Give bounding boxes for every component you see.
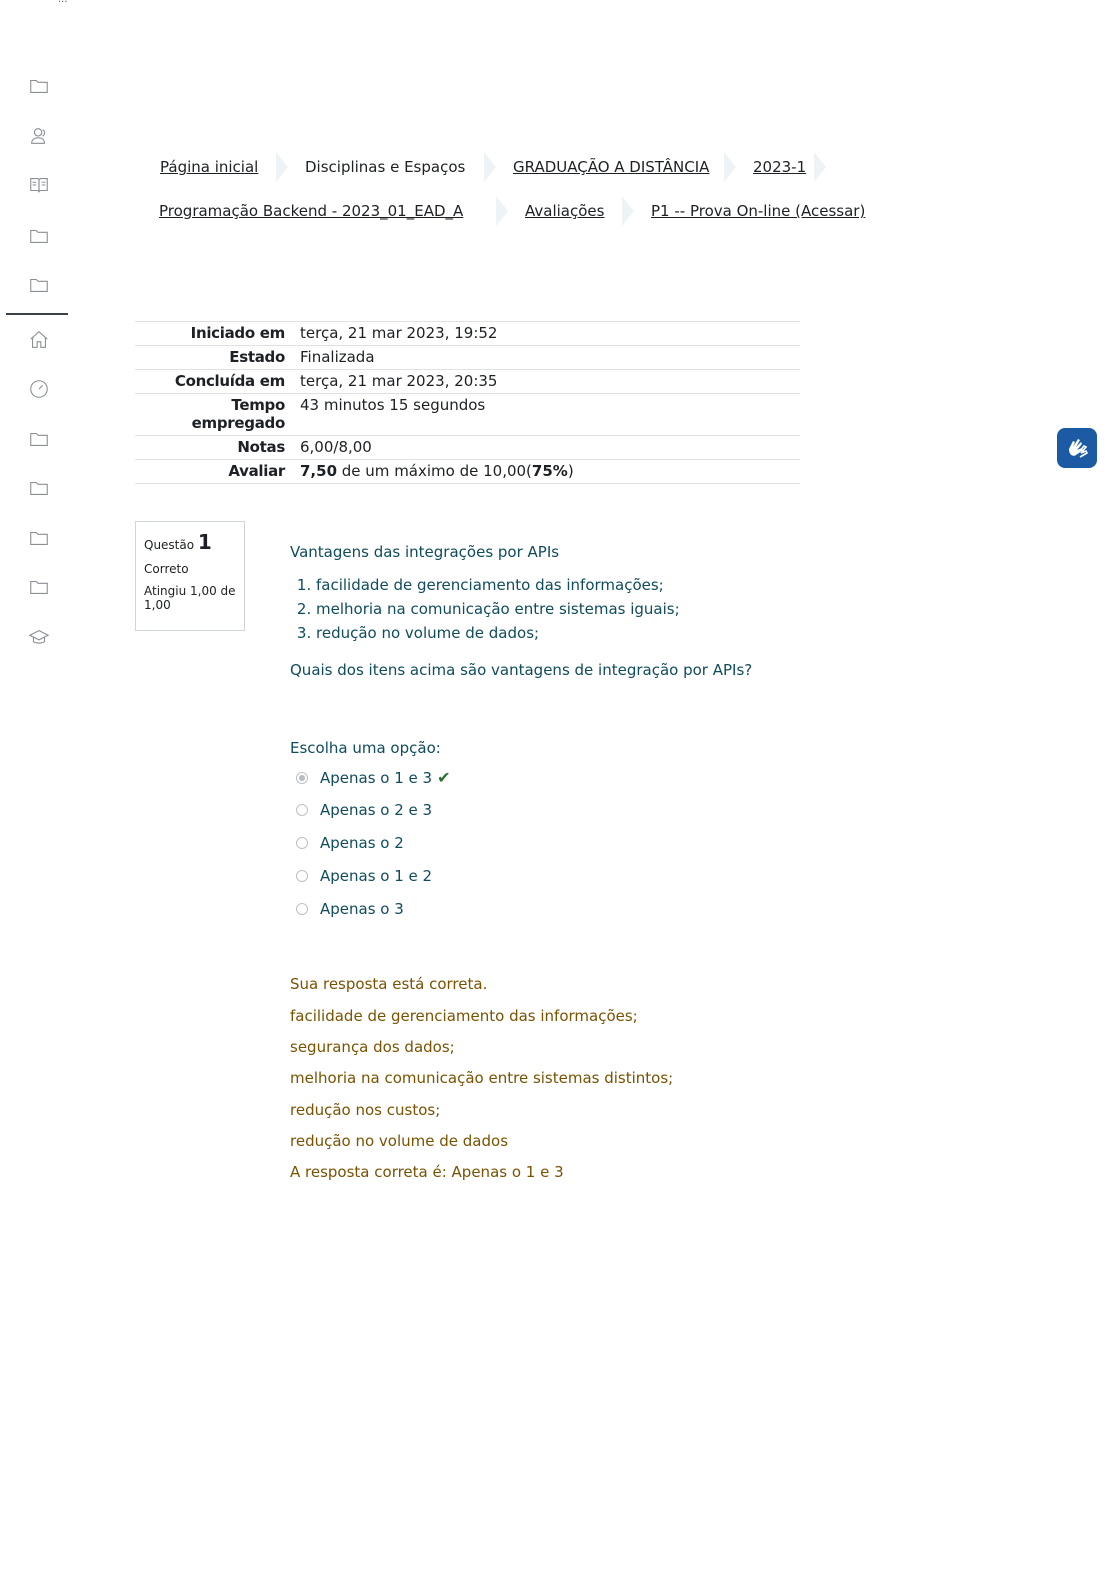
- question-items-list: [290, 573, 680, 645]
- question-status: Correto: [144, 562, 189, 576]
- sidebar-participants[interactable]: [26, 123, 52, 149]
- summary-row-completed: [135, 369, 800, 393]
- check-icon: ✔: [437, 768, 451, 787]
- sidebar-folder-1[interactable]: [26, 73, 52, 99]
- summary-label: Avaliar: [228, 462, 285, 480]
- folder-icon: [28, 477, 50, 499]
- answer-option-1[interactable]: [296, 768, 451, 787]
- breadcrumb-text: Disciplinas e Espaços: [305, 158, 466, 176]
- grade-close: ): [567, 462, 574, 480]
- summary-label: [135, 394, 285, 435]
- folder-icon: [28, 274, 50, 296]
- sidebar-grades[interactable]: [26, 172, 52, 198]
- question-label: Questão: [144, 538, 195, 552]
- answer-option-2[interactable]: [296, 801, 432, 819]
- grade-value: 7,50: [300, 462, 338, 480]
- graduation-cap-icon: [28, 627, 50, 649]
- grade-percent: 75%: [531, 462, 568, 480]
- grade-max: de um máximo de 10,00(: [337, 462, 532, 480]
- sidebar-divider: [6, 313, 68, 315]
- question-prompt: Quais dos itens acima são vantagens de integração por APIs?: [290, 661, 753, 679]
- list-item: 3. redução no volume de dados;: [316, 621, 680, 645]
- folder-icon: [28, 527, 50, 549]
- folder-icon: [28, 75, 50, 97]
- list-item: 1. facilidade de gerenciamento das informações;: [316, 573, 680, 597]
- feedback-line: melhoria na comunicação entre sistemas distintos;: [290, 1069, 674, 1087]
- feedback-line: facilidade de gerenciamento das informações;: [290, 1007, 638, 1025]
- sidebar-folder-7[interactable]: [26, 574, 52, 600]
- sidebar-dashboard[interactable]: [26, 376, 52, 402]
- breadcrumb-item-course[interactable]: [159, 202, 463, 220]
- feedback-line: segurança dos dados;: [290, 1038, 455, 1056]
- sidebar-home[interactable]: [26, 327, 52, 353]
- breadcrumb-item-home[interactable]: [160, 158, 258, 176]
- breadcrumb-item-disciplinas: [305, 158, 465, 176]
- home-icon: [28, 329, 50, 351]
- answer-option-4[interactable]: [296, 867, 432, 885]
- left-sidebar: [0, 0, 76, 1590]
- breadcrumb-link[interactable]: P1 -- Prova On-line (Acessar): [651, 202, 866, 220]
- sidebar-folder-3[interactable]: [26, 272, 52, 298]
- option-label: Apenas o 3: [320, 900, 404, 918]
- sign-language-hands-icon: [1064, 435, 1090, 461]
- folder-icon: [28, 225, 50, 247]
- summary-label-line: empregado: [191, 414, 285, 432]
- sidebar-folder-5[interactable]: [26, 475, 52, 501]
- answer-option-3[interactable]: [296, 834, 404, 852]
- sidebar-my-courses[interactable]: [26, 625, 52, 651]
- folder-icon: [28, 428, 50, 450]
- breadcrumb-separator: [484, 152, 498, 182]
- option-label: Apenas o 1 e 3: [320, 768, 433, 787]
- radio-button[interactable]: [296, 804, 308, 816]
- summary-row-state: [135, 345, 800, 369]
- radio-button[interactable]: [296, 870, 308, 882]
- question-info-box: [135, 521, 245, 631]
- correct-answer-text: A resposta correta é: Apenas o 1 e 3: [290, 1163, 564, 1181]
- radio-button-selected[interactable]: [296, 772, 308, 784]
- breadcrumb-item-prova[interactable]: [651, 202, 865, 220]
- summary-value: terça, 21 mar 2023, 19:52: [300, 324, 498, 342]
- feedback-line: redução no volume de dados: [290, 1132, 509, 1150]
- sidebar-folder-6[interactable]: [26, 525, 52, 551]
- question-intro: Vantagens das integrações por APIs: [290, 543, 560, 561]
- breadcrumb-link[interactable]: 2023-1: [753, 158, 807, 176]
- breadcrumb-item-2023-1[interactable]: [753, 158, 806, 176]
- summary-value: [285, 460, 574, 483]
- accessibility-widget-button[interactable]: [1057, 428, 1097, 468]
- summary-value: terça, 21 mar 2023, 20:35: [300, 372, 498, 390]
- option-label: Apenas o 1 e 2: [320, 867, 433, 885]
- list-item: 2. melhoria na comunicação entre sistemas iguais;: [316, 597, 680, 621]
- summary-value: Finalizada: [300, 348, 375, 366]
- feedback-line: Sua resposta está correta.: [290, 975, 488, 993]
- breadcrumb-separator: [496, 196, 510, 226]
- breadcrumb-separator: [622, 196, 636, 226]
- breadcrumb-link[interactable]: Programação Backend - 2023_01_EAD_A: [159, 202, 464, 220]
- users-icon: [28, 125, 50, 147]
- attempt-summary-table: [135, 321, 800, 484]
- summary-row-grade: [135, 459, 800, 484]
- summary-value: 6,00/8,00: [300, 438, 372, 456]
- breadcrumb-separator: [814, 152, 828, 182]
- feedback-line: redução nos custos;: [290, 1101, 441, 1119]
- folder-icon: [28, 576, 50, 598]
- summary-value: 43 minutos 15 segundos: [300, 396, 486, 414]
- breadcrumb-separator: [276, 152, 290, 182]
- choose-option-label: Escolha uma opção:: [290, 739, 441, 757]
- sidebar-folder-2[interactable]: [26, 223, 52, 249]
- summary-row-started: [135, 321, 800, 345]
- summary-label-line: Tempo: [231, 396, 285, 414]
- sidebar-folder-4[interactable]: [26, 426, 52, 452]
- breadcrumb-separator: [724, 152, 738, 182]
- answer-option-5[interactable]: [296, 900, 404, 918]
- option-label: Apenas o 2: [320, 834, 404, 852]
- summary-label: Concluída em: [174, 372, 285, 390]
- breadcrumb-link[interactable]: Avaliações: [525, 202, 605, 220]
- breadcrumb-link[interactable]: Página inicial: [160, 158, 259, 176]
- radio-button[interactable]: [296, 903, 308, 915]
- book-icon: [28, 174, 50, 196]
- breadcrumb-item-graduacao[interactable]: [513, 158, 709, 176]
- breadcrumb-link[interactable]: GRADUAÇÃO A DISTÂNCIA: [513, 158, 710, 176]
- question-number-value: 1: [197, 530, 212, 554]
- radio-button[interactable]: [296, 837, 308, 849]
- summary-label: Notas: [237, 438, 285, 456]
- summary-row-marks: [135, 435, 800, 459]
- question-number: [144, 530, 236, 554]
- summary-label: Iniciado em: [190, 324, 285, 342]
- dashboard-icon: [28, 378, 50, 400]
- summary-label: Estado: [229, 348, 285, 366]
- option-label: Apenas o 2 e 3: [320, 801, 433, 819]
- question-mark: Atingiu 1,00 de 1,00: [144, 584, 236, 612]
- summary-row-time: [135, 393, 800, 435]
- breadcrumb-item-avaliacoes[interactable]: [525, 202, 604, 220]
